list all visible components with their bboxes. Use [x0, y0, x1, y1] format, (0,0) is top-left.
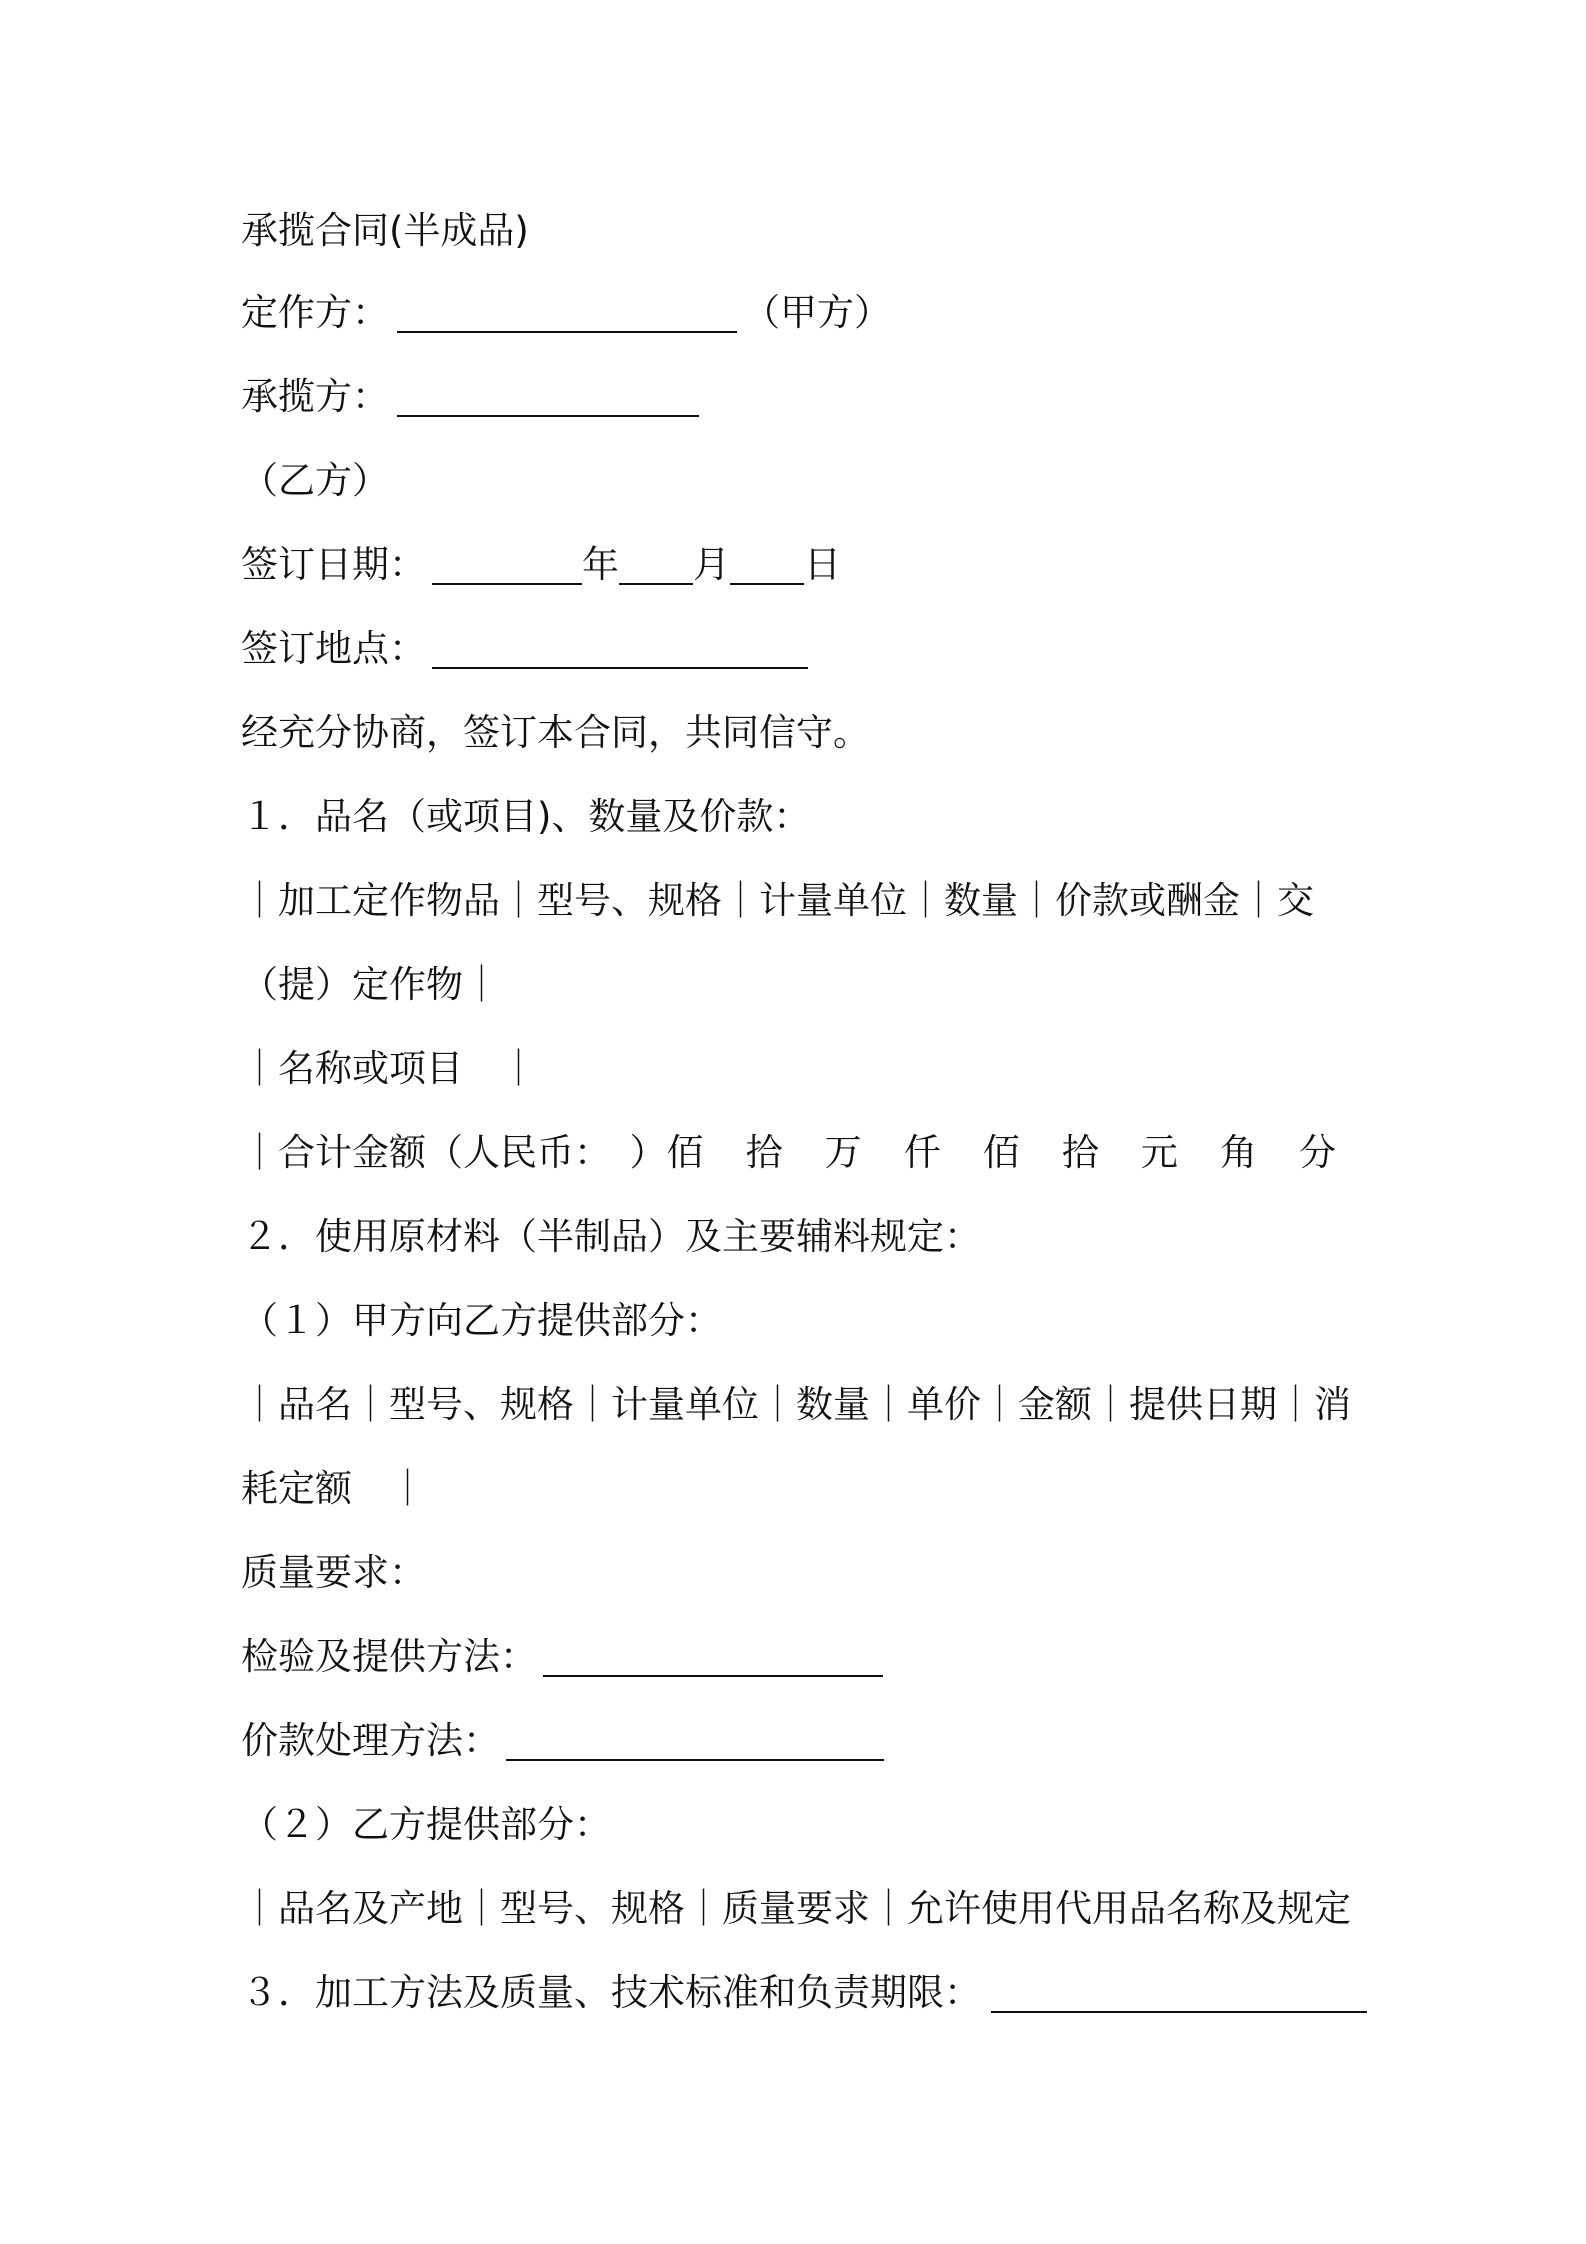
inspection-line	[241, 1627, 883, 1687]
section-3-heading: ３．加工方法及质量、技术标准和负责期限：	[241, 1971, 981, 2014]
sign-place-label: 签订地点：	[241, 627, 426, 670]
total-unit: 仟	[903, 1131, 941, 1174]
section-1-table-row-1: ｜加工定作物品｜型号、规格｜计量单位｜数量｜价款或酬金｜交	[241, 879, 1314, 922]
section-2-sub-1: （１）甲方向乙方提供部分：	[241, 1299, 722, 1342]
payment-blank[interactable]	[506, 1719, 884, 1761]
party-b-line	[241, 367, 699, 427]
inspection-blank[interactable]	[543, 1635, 883, 1677]
section-2-table-1-row: ｜品名｜型号、规格｜计量单位｜数量｜单价｜金额｜提供日期｜消	[241, 1383, 1351, 1426]
sign-year-label: 年	[582, 543, 619, 586]
party-a-suffix: （甲方）	[743, 291, 891, 334]
section-3-blank[interactable]	[991, 1971, 1367, 2013]
total-unit: 万	[824, 1131, 862, 1174]
payment-line	[241, 1711, 884, 1771]
party-a-blank[interactable]	[397, 291, 737, 333]
section-3-line	[241, 1963, 1367, 2023]
section-1-table-row-2: ｜名称或项目 ｜	[241, 1047, 537, 1090]
sign-month-blank[interactable]	[619, 543, 693, 585]
party-b-note: （乙方）	[241, 459, 389, 502]
total-amount-line	[241, 1123, 1336, 1183]
sign-place-line	[241, 619, 808, 679]
sign-date-line	[241, 535, 841, 595]
party-a-label: 定作方：	[241, 291, 389, 334]
section-2-table-1-row-cont: 耗定额 ｜	[241, 1467, 426, 1510]
sign-place-blank[interactable]	[432, 627, 808, 669]
party-b-label: 承揽方：	[241, 375, 389, 418]
section-2-table-2-row: ｜品名及产地｜型号、规格｜质量要求｜允许使用代用品名称及规定	[241, 1887, 1351, 1930]
document-title: 承揽合同(半成品)	[241, 209, 529, 252]
section-2-sub-2: （２）乙方提供部分：	[241, 1803, 611, 1846]
total-unit: 元	[1140, 1131, 1178, 1174]
section-1-heading: １．品名（或项目)、数量及价款：	[241, 795, 811, 838]
total-unit: 分	[1299, 1131, 1336, 1174]
payment-label: 价款处理方法：	[241, 1719, 500, 1762]
party-b-blank[interactable]	[397, 375, 699, 417]
section-1-table-row-1-cont: （提）定作物｜	[241, 963, 500, 1006]
total-amount-label: ｜合计金额（人民币： ）佰	[241, 1131, 704, 1174]
quality-requirement: 质量要求：	[241, 1551, 426, 1594]
sign-day-label: 日	[804, 543, 841, 586]
total-unit: 拾	[745, 1131, 783, 1174]
section-2-heading: ２．使用原材料（半制品）及主要辅料规定：	[241, 1215, 981, 1258]
inspection-label: 检验及提供方法：	[241, 1635, 537, 1678]
preamble: 经充分协商，签订本合同，共同信守。	[241, 711, 870, 754]
sign-month-label: 月	[693, 543, 730, 586]
party-a-line	[241, 283, 891, 343]
total-unit: 角	[1219, 1131, 1257, 1174]
total-unit: 拾	[1061, 1131, 1099, 1174]
sign-date-label: 签订日期：	[241, 543, 426, 586]
sign-year-blank[interactable]	[432, 543, 582, 585]
total-unit: 佰	[982, 1131, 1020, 1174]
sign-day-blank[interactable]	[730, 543, 804, 585]
